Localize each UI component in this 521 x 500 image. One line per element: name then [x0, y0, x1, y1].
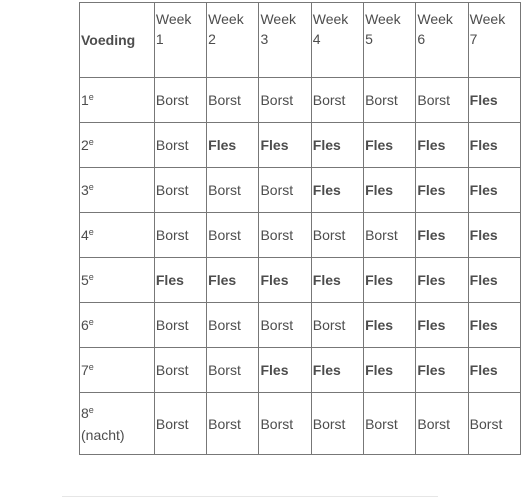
fles-cell: Fles [364, 303, 416, 348]
borst-cell: Borst [259, 213, 311, 258]
fles-cell: Fles [468, 258, 520, 303]
week-prefix: Week [260, 11, 297, 27]
week-number: 1 [155, 31, 164, 47]
borst-cell: Borst [207, 303, 259, 348]
borst-cell: Borst [416, 78, 468, 123]
fles-cell: Fles [207, 258, 259, 303]
bottom-divider [62, 496, 438, 497]
feeding-number: 4 [81, 227, 89, 243]
borst-cell: Borst [154, 213, 206, 258]
fles-cell: Fles [364, 168, 416, 213]
fles-cell: Fles [416, 258, 468, 303]
borst-cell: Borst [468, 393, 520, 455]
borst-cell: Borst [259, 303, 311, 348]
feeding-note: (nacht) [81, 426, 125, 443]
fles-cell: Fles [259, 348, 311, 393]
feeding-number: 8 [81, 404, 89, 421]
fles-cell: Fles [207, 123, 259, 168]
fles-cell: Fles [468, 78, 520, 123]
ordinal-suffix: e [88, 92, 94, 102]
table-row [80, 348, 521, 393]
voeding-header: Voeding [80, 3, 155, 78]
borst-cell: Borst [154, 168, 206, 213]
week-header [364, 3, 416, 78]
feeding-number: 7 [81, 362, 89, 378]
fles-cell: Fles [364, 258, 416, 303]
borst-cell: Borst [311, 213, 363, 258]
feeding-number: 1 [81, 92, 89, 108]
feeding-number-cell [80, 348, 155, 393]
table-row [80, 78, 521, 123]
week-number: 6 [417, 31, 426, 47]
table-row [80, 168, 521, 213]
feeding-number: 3 [81, 182, 89, 198]
borst-cell: Borst [154, 78, 206, 123]
feeding-number-cell [80, 393, 155, 455]
ordinal-suffix: e [88, 272, 94, 282]
ordinal-suffix: e [88, 362, 94, 372]
table-body [80, 78, 521, 455]
week-prefix: Week [469, 11, 506, 27]
feeding-number: 2 [81, 137, 89, 153]
table-row [80, 123, 521, 168]
fles-cell: Fles [416, 168, 468, 213]
borst-cell: Borst [364, 393, 416, 455]
borst-cell: Borst [259, 78, 311, 123]
fles-cell: Fles [154, 258, 206, 303]
borst-cell: Borst [259, 168, 311, 213]
borst-cell: Borst [364, 213, 416, 258]
week-number: 3 [260, 31, 269, 47]
feeding-number-cell [80, 123, 155, 168]
ordinal-suffix: e [88, 137, 94, 147]
table-header-row [80, 3, 521, 78]
week-number: 4 [312, 31, 321, 47]
borst-cell: Borst [207, 78, 259, 123]
week-prefix: Week [417, 11, 453, 27]
week-prefix: Week [312, 11, 349, 27]
fles-cell: Fles [311, 258, 363, 303]
week-header [416, 3, 468, 78]
feeding-number-cell [80, 303, 155, 348]
feeding-number-cell [80, 78, 155, 123]
borst-cell: Borst [154, 123, 206, 168]
ordinal-suffix: e [88, 227, 94, 237]
fles-cell: Fles [416, 123, 468, 168]
week-prefix: Week [365, 11, 401, 27]
borst-cell: Borst [364, 78, 416, 123]
borst-cell: Borst [311, 303, 363, 348]
week-header [468, 3, 520, 78]
week-number: 7 [469, 31, 478, 47]
borst-cell: Borst [311, 393, 363, 455]
feeding-schedule-table [79, 2, 521, 455]
fles-cell: Fles [311, 168, 363, 213]
week-header [154, 3, 206, 78]
borst-cell: Borst [259, 393, 311, 455]
feeding-number-cell [80, 258, 155, 303]
fles-cell: Fles [259, 123, 311, 168]
fles-cell: Fles [416, 348, 468, 393]
week-prefix: Week [208, 11, 244, 27]
week-header [259, 3, 311, 78]
fles-cell: Fles [468, 213, 520, 258]
fles-cell: Fles [468, 123, 520, 168]
week-header [207, 3, 259, 78]
week-prefix: Week [155, 11, 192, 27]
table-row [80, 258, 521, 303]
week-number: 2 [208, 31, 216, 47]
ordinal-suffix: e [88, 317, 94, 327]
fles-cell: Fles [416, 303, 468, 348]
fles-cell: Fles [364, 348, 416, 393]
borst-cell: Borst [154, 348, 206, 393]
borst-cell: Borst [207, 393, 259, 455]
fles-cell: Fles [364, 123, 416, 168]
feeding-number: 5 [81, 272, 89, 288]
fles-cell: Fles [259, 258, 311, 303]
feeding-number: 6 [81, 317, 89, 333]
week-number: 5 [365, 31, 373, 47]
fles-cell: Fles [311, 348, 363, 393]
borst-cell: Borst [154, 303, 206, 348]
fles-cell: Fles [468, 303, 520, 348]
ordinal-suffix: e [88, 182, 94, 192]
table-row [80, 393, 521, 455]
borst-cell: Borst [207, 213, 259, 258]
table-row [80, 213, 521, 258]
week-header [311, 3, 363, 78]
table-row [80, 303, 521, 348]
fles-cell: Fles [311, 123, 363, 168]
feeding-number-cell [80, 168, 155, 213]
borst-cell: Borst [416, 393, 468, 455]
borst-cell: Borst [207, 348, 259, 393]
borst-cell: Borst [311, 78, 363, 123]
fles-cell: Fles [468, 168, 520, 213]
feeding-number-cell [80, 213, 155, 258]
ordinal-suffix: e [88, 404, 94, 415]
fles-cell: Fles [416, 213, 468, 258]
borst-cell: Borst [207, 168, 259, 213]
borst-cell: Borst [154, 393, 206, 455]
fles-cell: Fles [468, 348, 520, 393]
